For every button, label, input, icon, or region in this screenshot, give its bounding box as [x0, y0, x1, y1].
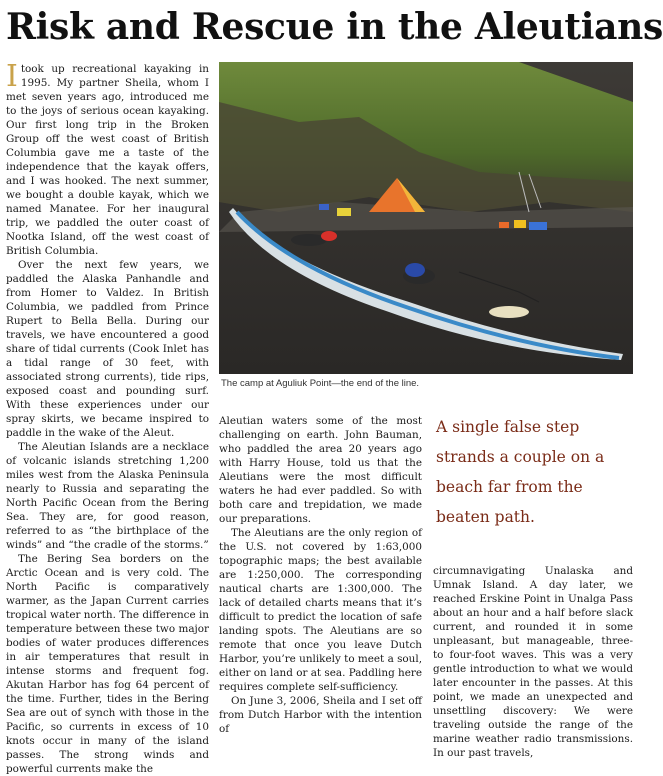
campsite-photo-illustration [219, 62, 633, 374]
paragraph-1-text: took up recreational kayaking in 1995. My partner Sheila, whom I met seven years ago, introduced me to the joys of serious ocean kayaking. Our first long trip in the Broken Group off the west coast of British Columbia gave me a taste of the independence that the kayak offers, and I was hooked. The next summer, we bought a double kayak, which we named Manatee. For her inaugural trip, we paddled the outer coast of Nootka Island, off the west coast of British Columbia. [6, 63, 209, 257]
pull-quote: A single false step strands a couple on a beach far from the beaten path. [436, 418, 605, 526]
paragraph-7: On June 3, 2006, Sheila and I set off from Dutch Harbor with the intention of [219, 695, 422, 735]
text-column-1 [6, 59, 209, 775]
paragraph-5: Aleutian waters some of the most challenging on earth. John Bauman, who paddled the area 20 years ago with Harry House, told us that the Aleutians were the most difficult waters he had ever paddled. So with both care and trepidation, we made our preparations. [219, 415, 422, 525]
paragraph-8: circumnavigating Unalaska and Umnak Island. A day later, we reached Erskine Point in Unalga Pass about an hour and a half before slack current, and rounded it in some unpleasant, but manageable, three- to four-foot waves. This was a very gentle introduction to what we would later encounter in the passes. At this point, we made an unexpected and unsettling discovery: We were traveling outside the range of the marine weather radio transmissions. In our past travels, [433, 565, 633, 759]
article-title: Risk and Rescue in the Aleutians [6, 6, 663, 48]
paragraph-1 [6, 59, 209, 258]
campsite-photo [219, 62, 633, 374]
photo-caption: The camp at Aguliuk Point—the end of the line. [221, 378, 420, 389]
paragraph-3: The Aleutian Islands are a necklace of volcanic islands stretching 1,200 miles west from the Alaska Peninsula nearly to Russia and separating the North Pacific Ocean from the Bering Sea. They are, for good reason, referred to as “the birthplace of the winds” and “the cradle of the storms.” [6, 441, 209, 551]
paragraph-2: Over the next few years, we paddled the Alaska Panhandle and from Homer to Valdez. In British Columbia, we paddled from Prince Rupert to Bella Bella. During our travels, we have encountered a good share of tidal currents (Cook Inlet has a tidal range of 30 feet, with associated strong currents), tide rips, exposed coast and pounding surf. With these experiences under our spray skirts, we became inspired to paddle in the wake of the Aleut. [6, 259, 209, 439]
text-column-2 [219, 414, 422, 735]
paragraph-4: The Bering Sea borders on the Arctic Ocean and is very cold. The North Pacific is comparatively warmer, as the Japan Current carries tropical water north. The difference in temperature between these two major bodies of water produces differences in air temperatures that result in intense storms and frequent fog. Akutan Harbor has fog 64 percent of the time. Further, tides in the Bering Sea are out of synch with those in the Pacific, so currents in excess of 10 knots occur in many of the island passes. The strong winds and powerful currents make the [6, 553, 209, 775]
text-column-3 [433, 564, 633, 759]
drop-cap: I [6, 59, 18, 94]
paragraph-6: The Aleutians are the only region of the U.S. not covered by 1:63,000 topographic maps; the best available are 1:250,000. The corresponding nautical charts are 1:300,000. The lack of detailed charts means that it’s difficult to predict the location of safe landing spots. The Aleutians are so remote that once you leave Dutch Harbor, you’re unlikely to meet a soul, either on land or at sea. Paddling here requires complete self-sufficiency. [219, 527, 422, 693]
